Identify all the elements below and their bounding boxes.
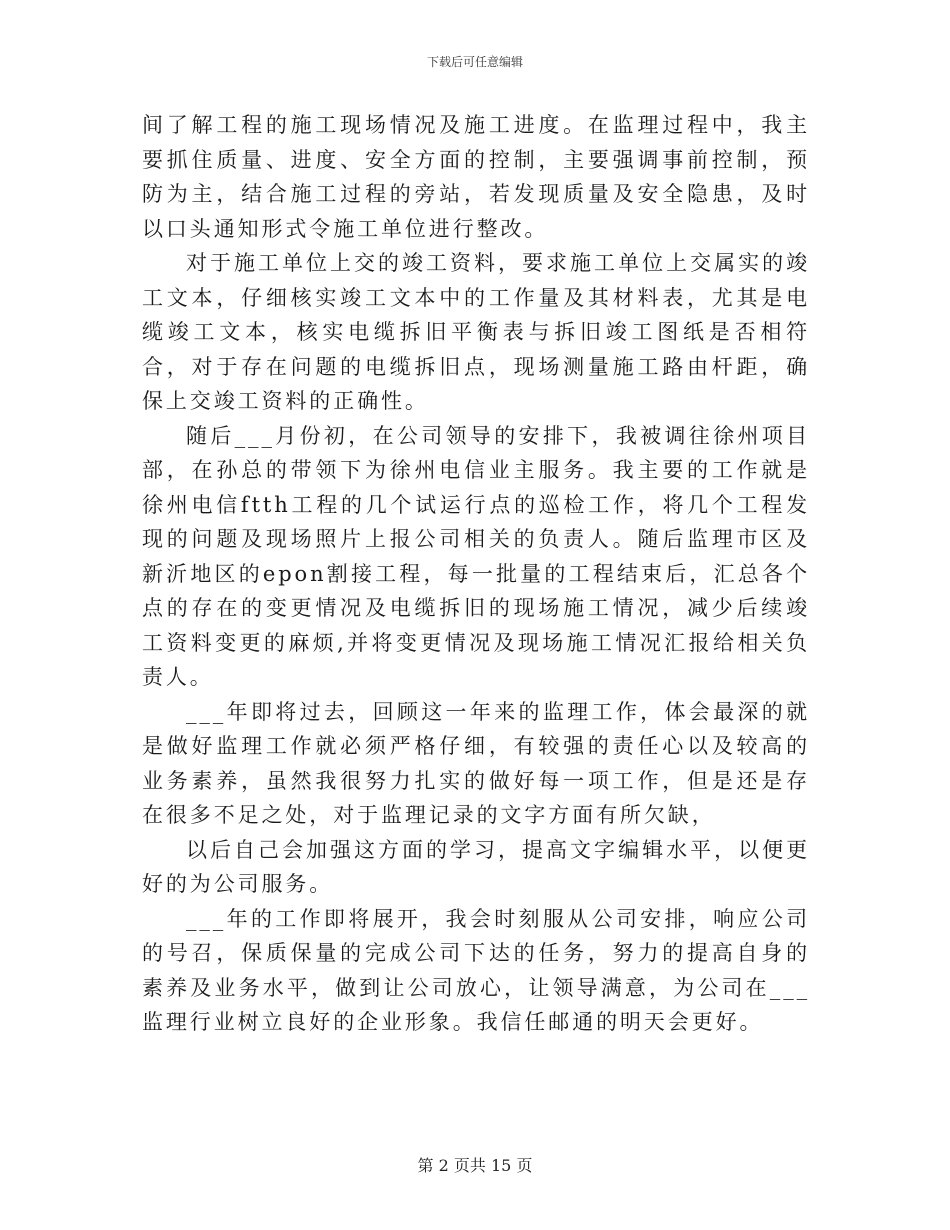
- paragraph-1: 间了解工程的施工现场情况及施工进度。在监理过程中，我主要抓住质量、进度、安全方面的控制，主要强调事前控制，预防为主，结合施工过程的旁站，若发现质量及安全隐患，及时以口头通知形式令施工单位进行整改。: [142, 113, 810, 241]
- page-header: 下载后可任意编辑: [426, 55, 523, 69]
- paragraph-6: ___年的工作即将展开，我会时刻服从公司安排，响应公司的号召，保质保量的完成公司下达的任务，努力的提高自身的素养及业务水平，做到让公司放心，让领导满意，为公司在___监理行业树立良好的企业形象。我信任邮通的明天会更好。: [142, 906, 810, 1034]
- document-body: [142, 108, 810, 1040]
- paragraph-3: 随后___月份初，在公司领导的安排下，我被调往徐州项目部，在孙总的带领下为徐州电信业主服务。我主要的工作就是徐州电信ftth工程的几个试运行点的巡检工作，将几个工程发现的问题及现场照片上报公司相关的负责人。随后监理市区及新沂地区的epon割接工程，每一批量的工程结束后，汇总各个点的存在的变更情况及电缆拆旧的现场施工情况，减少后续竣工资料变更的麻烦,并将变更情况及现场施工情况汇报给相关负责人。: [142, 423, 810, 689]
- paragraph-5: 以后自己会加强这方面的学习，提高文字编辑水平，以便更好的为公司服务。: [142, 837, 810, 896]
- page-footer: 第 2 页共 15 页: [417, 1156, 533, 1175]
- paragraph-2: 对于施工单位上交的竣工资料，要求施工单位上交属实的竣工文本，仔细核实竣工文本中的工作量及其材料表，尤其是电缆竣工文本，核实电缆拆旧平衡表与拆旧竣工图纸是否相符合，对于存在问题的电缆拆旧点，现场测量施工路由杆距，确保上交竣工资料的正确性。: [142, 251, 810, 413]
- paragraph-4: ___年即将过去，回顾这一年来的监理工作，体会最深的就是做好监理工作就必须严格仔细，有较强的责任心以及较高的业务素养，虽然我很努力扎实的做好每一项工作，但是还是存在很多不足之处，对于监理记录的文字方面有所欠缺，: [142, 699, 810, 827]
